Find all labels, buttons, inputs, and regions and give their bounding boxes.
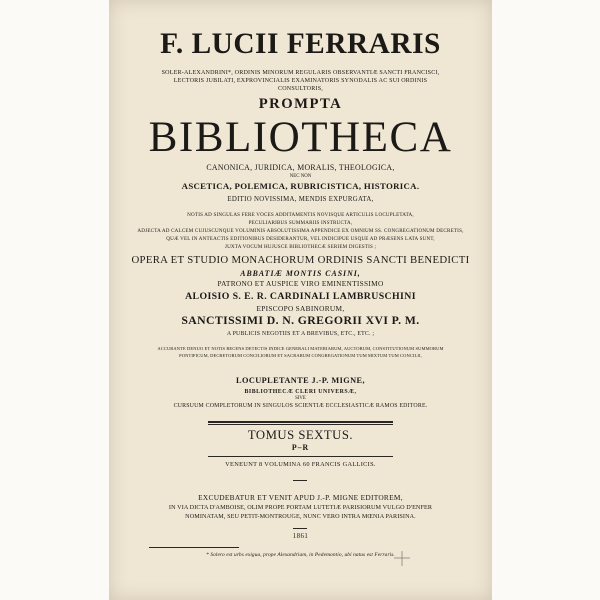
subjects-line-2: ASCETICA, POLEMICA, RUBRICISTICA, HISTORICA. — [181, 181, 420, 191]
notes-line-1: NOTIS AD SINGULAS FERE VOCES ADDITAMENTIS NOVISQUE ARTICULIS LOCUPLETATA, — [187, 212, 414, 218]
cardinal-line: ALOISIO S. E. R. CARDINALI LAMBRUSCHINI — [185, 291, 416, 302]
title-page — [109, 0, 492, 600]
editor-line: LOCUPLETANTE J.-P. MIGNE, — [236, 376, 365, 385]
imprint-line-3: NOMINATAM, SEU PETIT-MONTROUGE, NUNC VERO INTRA MŒNIA PARISINA. — [185, 514, 416, 520]
publicis-line: A PUBLICIS NEGOTIIS ET A BREVIBUS, ETC., ETC. ; — [226, 331, 375, 337]
cursuum-line: CURSUUM COMPLETORUM IN SINGULOS SCIENTIÆ ECCLESIASTICÆ RAMOS EDITORE. — [173, 403, 428, 409]
divider-rule — [208, 421, 393, 423]
volume-title: TOMUS SEXTUS. — [247, 428, 354, 442]
bishop-line: EPISCOPO SABINORUM, — [256, 304, 345, 313]
subjects-line-1: CANONICA, JURIDICA, MORALIS, THEOLOGICA, — [206, 163, 395, 172]
footnote: * Solero est urbs exigua, prope Alexandriam, in Pedemontio, ubi natus est Ferraris. — [206, 552, 395, 558]
imprint-line-1: EXCUDEBATUR ET VENIT APUD J.-P. MIGNE EDITOREM, — [198, 493, 403, 502]
volume-range: P–R — [291, 443, 310, 452]
title-bibliotheca: BIBLIOTHECA — [148, 114, 453, 161]
author-description-line-2: LECTORIS JUBILATI, EXPROVINCIALIS EXAMINATORIS SYNODALIS AC SUI ORDINIS — [173, 78, 428, 84]
accurante-line-2: PONTIFICUM, DECRETORUM CONCILIORUM ET SACRARUM CONGREGATIONUM TUM MIXTUM TUM CONCILII, — [179, 353, 422, 358]
divider-rule-lower — [208, 456, 393, 457]
author-description-line-1: SOLER-ALEXANDRINI*, ORDINIS MINORUM REGULARIS OBSERVANTIÆ SANCTI FRANCISCI, — [161, 70, 440, 76]
imprint-line-2: IN VIA DICTA D'AMBOISE, OLIM PROPE PORTAM LUTETIÆ PARISIORUM VULGO D'ENFER — [168, 505, 433, 511]
pope-line: SANCTISSIMI D. N. GREGORII XVI P. M. — [181, 314, 420, 327]
opera-line: OPERA ET STUDIO MONACHORUM ORDINIS SANCTI BENEDICTI — [131, 254, 470, 266]
footnote-rule — [149, 547, 239, 548]
notes-line-3: ADJECTA AD CALCEM CUJUSCUNQUE VOLUMINIS ABSOLUTISSIMA APPENDICE EX OMNIUM SS. CONGREGATIONUM DECRETIS, — [137, 228, 464, 234]
pencil-mark-icon — [392, 548, 412, 568]
title-prompta: PROMPTA — [258, 96, 343, 112]
nec-non: NEC NON — [289, 174, 312, 179]
accurante-line-1: ACCURANTE DENUO ET NOTIS RECENS DETECTIS INDICE GENERALI MATERIARUM, AUCTORUM, CONSTITUTIONUM SUMMORUM — [157, 346, 444, 351]
sive-line: SIVE — [295, 396, 306, 401]
notes-line-4: QUÆ VEL IN ANTEACTIS EDITIONIBUS DESIDERANTUR, VEL INDICIPUE USQUE AD PRÆSENS LATA SUNT, — [166, 236, 435, 242]
patron-line: PATRONO ET AUSPICE VIRO EMINENTISSIMO — [217, 279, 384, 288]
author-name: F. LUCII FERRARIS — [160, 28, 441, 60]
edition-statement: EDITIO NOVISSIMA, MENDIS EXPURGATA, — [227, 196, 374, 203]
author-description-line-3: CONSULTORIS, — [277, 86, 324, 92]
publication-year: 1861 — [292, 533, 309, 540]
notes-line-2: PECULIARIBUS SUMMARIIS INSTRUCTA, — [248, 220, 353, 226]
notes-line-5: JUXTA VOCUM HUJUSCE BIBLIOTHECÆ SERIEM DIGESTIS ; — [224, 244, 377, 250]
divider-rule-thin — [208, 424, 393, 425]
price-line: VENEUNT 8 VOLUMINA 60 FRANCIS GALLICIS. — [225, 461, 376, 468]
short-dash — [293, 480, 307, 481]
bibliotheca-cleri-line: BIBLIOTHECÆ CLERI UNIVERSÆ, — [244, 389, 357, 395]
abbey-line: ABBATIÆ MONTIS CASINI, — [240, 269, 361, 278]
short-dash-2 — [293, 528, 307, 529]
